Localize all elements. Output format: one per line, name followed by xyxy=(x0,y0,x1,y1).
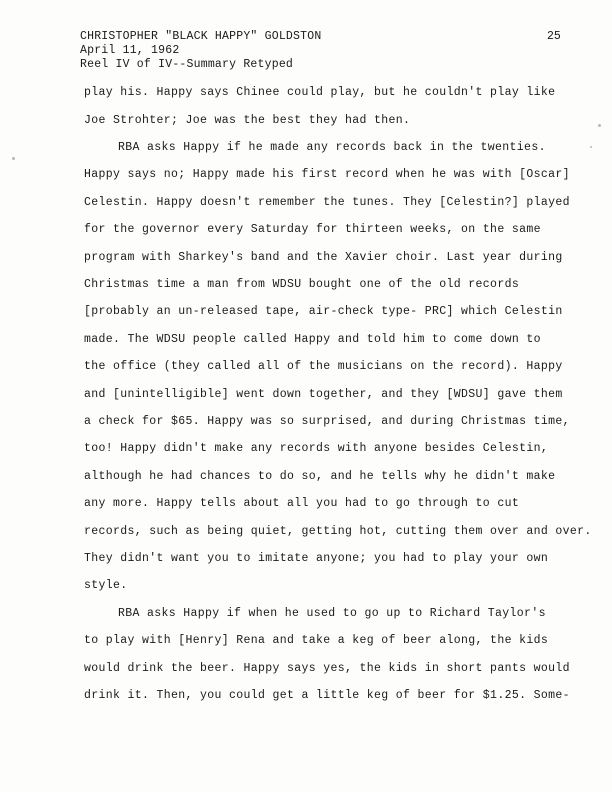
text-line: Celestin. Happy doesn't remember the tunes. They [Celestin?] played xyxy=(84,196,570,209)
text-line: program with Sharkey's band and the Xavier choir. Last year during xyxy=(84,251,563,264)
scan-speck xyxy=(12,157,15,160)
text-line: the office (they called all of the musicians on the record). Happy xyxy=(84,360,563,373)
text-line: They didn't want you to imitate anyone; you had to play your own xyxy=(84,552,549,565)
scan-speck xyxy=(590,146,592,148)
text-line: would drink the beer. Happy says yes, the kids in short pants would xyxy=(84,662,570,675)
text-line: for the governor every Saturday for thirteen weeks, on the same xyxy=(84,223,541,236)
text-line: Happy says no; Happy made his first record when he was with [Oscar] xyxy=(84,168,570,181)
text-line: records, such as being quiet, getting hot, cutting them over and over. xyxy=(84,525,592,538)
reel-info: Reel IV of IV--Summary Retyped xyxy=(80,58,294,71)
document-header xyxy=(80,30,321,72)
interviewee-name: CHRISTOPHER "BLACK HAPPY" GOLDSTON xyxy=(80,30,322,43)
text-line: a check for $65. Happy was so surprised, and during Christmas time, xyxy=(84,415,570,428)
text-line: to play with [Henry] Rena and take a keg of beer along, the kids xyxy=(84,634,549,647)
text-line: and [unintelligible] went down together, and they [WDSU] gave them xyxy=(84,388,563,401)
text-line: [probably an un-released tape, air-check type- PRC] which Celestin xyxy=(84,305,563,318)
text-line: Christmas time a man from WDSU bought one of the old records xyxy=(84,278,520,291)
page-number: 25 xyxy=(547,30,561,43)
text-line: play his. Happy says Chinee could play, but he couldn't play like xyxy=(84,86,556,99)
text-line: Joe Strohter; Joe was the best they had then. xyxy=(84,114,411,127)
text-line: made. The WDSU people called Happy and told him to come down to xyxy=(84,333,541,346)
text-line: style. xyxy=(84,579,128,592)
paragraph-start-line: RBA asks Happy if when he used to go up to Richard Taylor's xyxy=(118,607,546,620)
text-line: drink it. Then, you could get a little keg of beer for $1.25. Some- xyxy=(84,689,570,702)
text-line: any more. Happy tells about all you had to go through to cut xyxy=(84,497,520,510)
scan-speck xyxy=(598,124,601,127)
text-line: although he had chances to do so, and he tells why he didn't make xyxy=(84,470,556,483)
interview-date: April 11, 1962 xyxy=(80,44,180,57)
paragraph-start-line: RBA asks Happy if he made any records back in the twenties. xyxy=(118,141,546,154)
text-line: too! Happy didn't make any records with anyone besides Celestin, xyxy=(84,442,549,455)
